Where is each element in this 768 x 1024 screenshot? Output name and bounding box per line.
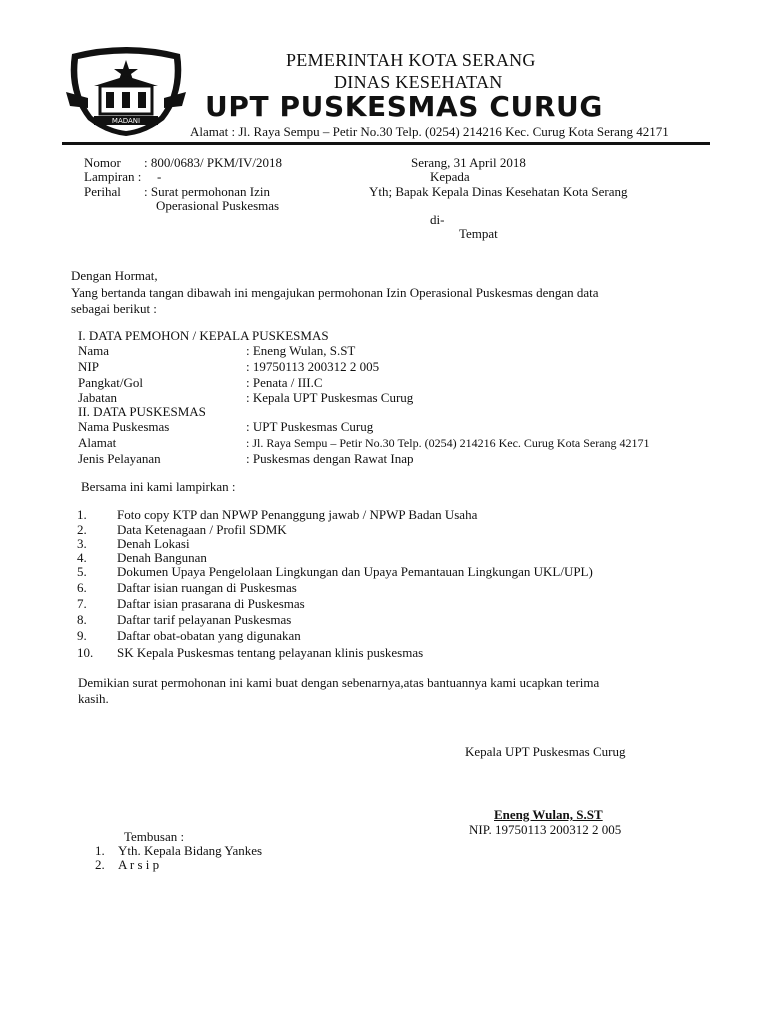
- attachment-num: 1.: [77, 507, 87, 522]
- s1-label: NIP: [78, 359, 99, 374]
- header-divider: [62, 142, 710, 145]
- greeting: Dengan Hormat,: [71, 268, 158, 283]
- section1-title: I. DATA PEMOHON / KEPALA PUSKESMAS: [78, 328, 329, 343]
- s1-value: : 19750113 200312 2 005: [246, 359, 380, 374]
- tembusan-label: Tembusan :: [124, 829, 185, 844]
- kepada-label: Kepada: [430, 169, 470, 184]
- s2-label: Alamat: [78, 435, 117, 450]
- attachment-text: Daftar obat-obatan yang digunakan: [117, 628, 301, 643]
- s2-value: : Jl. Raya Sempu – Petir No.30 Telp. (0254) 214216 Kec. Curug Kota Serang 42171: [246, 436, 650, 450]
- attachment-num: 6.: [77, 580, 87, 595]
- attachment-text: Data Ketenagaan / Profil SDMK: [117, 522, 287, 537]
- org-address: Alamat : Jl. Raya Sempu – Petir No.30 Telp. (0254) 214216 Kec. Curug Kota Serang 42171: [190, 124, 669, 139]
- s1-label: Nama: [78, 343, 110, 358]
- s1-value: : Penata / III.C: [246, 375, 323, 390]
- lampiran-value: -: [157, 169, 162, 184]
- perihal-label: Perihal: [84, 184, 121, 199]
- signature-title: Kepala UPT Puskesmas Curug: [465, 744, 626, 759]
- signer-name: Eneng Wulan, S.ST: [494, 807, 603, 822]
- section2-title: II. DATA PUSKESMAS: [78, 404, 206, 419]
- signer-nip: NIP. 19750113 200312 2 005: [469, 822, 622, 837]
- letter-date: Serang, 31 April 2018: [411, 155, 526, 170]
- attachment-num: 5.: [77, 564, 87, 579]
- s1-value: : Kepala UPT Puskesmas Curug: [246, 390, 414, 405]
- attachment-text: SK Kepala Puskesmas tentang pelayanan klinis puskesmas: [117, 645, 424, 660]
- s2-value: : UPT Puskesmas Curug: [246, 419, 374, 434]
- attachment-num: 10.: [77, 645, 94, 660]
- attachment-text: Denah Bangunan: [117, 550, 207, 565]
- attachment-text: Dokumen Upaya Pengelolaan Lingkungan dan Upaya Pemantauan Lingkungan UKL/UPL): [117, 564, 593, 579]
- closing-line-1: Demikian surat permohonan ini kami buat dengan sebenarnya,atas bantuannya kami ucapkan terima: [78, 675, 600, 690]
- s1-value: : Eneng Wulan, S.ST: [246, 343, 356, 358]
- perihal-value-2: Operasional Puskesmas: [156, 198, 280, 213]
- intro-line-2: sebagai berikut :: [71, 301, 157, 316]
- recipient: Yth; Bapak Kepala Dinas Kesehatan Kota Serang: [369, 184, 628, 199]
- closing-line-2: kasih.: [78, 691, 109, 706]
- attachment-text: Daftar isian ruangan di Puskesmas: [117, 580, 297, 595]
- attachment-num: 4.: [77, 550, 87, 565]
- perihal-value-1: : Surat permohonan Izin: [144, 184, 270, 199]
- tembusan-num: 2.: [95, 857, 105, 872]
- attachment-text: Daftar isian prasarana di Puskesmas: [117, 596, 305, 611]
- di-label: di-: [430, 212, 445, 227]
- attachment-text: Foto copy KTP dan NPWP Penanggung jawab / NPWP Badan Usaha: [117, 507, 478, 522]
- intro-line-1: Yang bertanda tangan dibawah ini mengajukan permohonan Izin Operasional Puskesmas dengan data: [71, 285, 599, 300]
- city-emblem-logo: [64, 46, 188, 138]
- nomor-value: : 800/0683/ PKM/IV/2018: [144, 155, 282, 170]
- tempat-label: Tempat: [459, 226, 498, 241]
- s2-value: : Puskesmas dengan Rawat Inap: [246, 451, 414, 466]
- tembusan-num: 1.: [95, 843, 105, 858]
- org-title: UPT PUSKESMAS CURUG: [205, 90, 603, 123]
- gov-title: PEMERINTAH KOTA SERANG: [286, 50, 536, 70]
- attachment-num: 7.: [77, 596, 87, 611]
- attachment-text: Denah Lokasi: [117, 536, 190, 551]
- attachment-num: 2.: [77, 522, 87, 537]
- s1-label: Jabatan: [78, 390, 117, 405]
- attachment-num: 9.: [77, 628, 87, 643]
- dept-title: DINAS KESEHATAN: [334, 72, 503, 92]
- attachment-text: Daftar tarif pelayanan Puskesmas: [117, 612, 292, 627]
- s2-label: Nama Puskesmas: [78, 419, 170, 434]
- logo-motto: MADANI: [111, 117, 141, 125]
- s1-label: Pangkat/Gol: [78, 375, 143, 390]
- lampiran-label: Lampiran :: [84, 169, 142, 184]
- s2-label: Jenis Pelayanan: [78, 451, 161, 466]
- attachment-num: 8.: [77, 612, 87, 627]
- tembusan-text: A r s i p: [118, 857, 160, 872]
- attach-intro: Bersama ini kami lampirkan :: [81, 479, 236, 494]
- tembusan-text: Yth. Kepala Bidang Yankes: [118, 843, 263, 858]
- attachment-num: 3.: [77, 536, 87, 551]
- nomor-label: Nomor: [84, 155, 121, 170]
